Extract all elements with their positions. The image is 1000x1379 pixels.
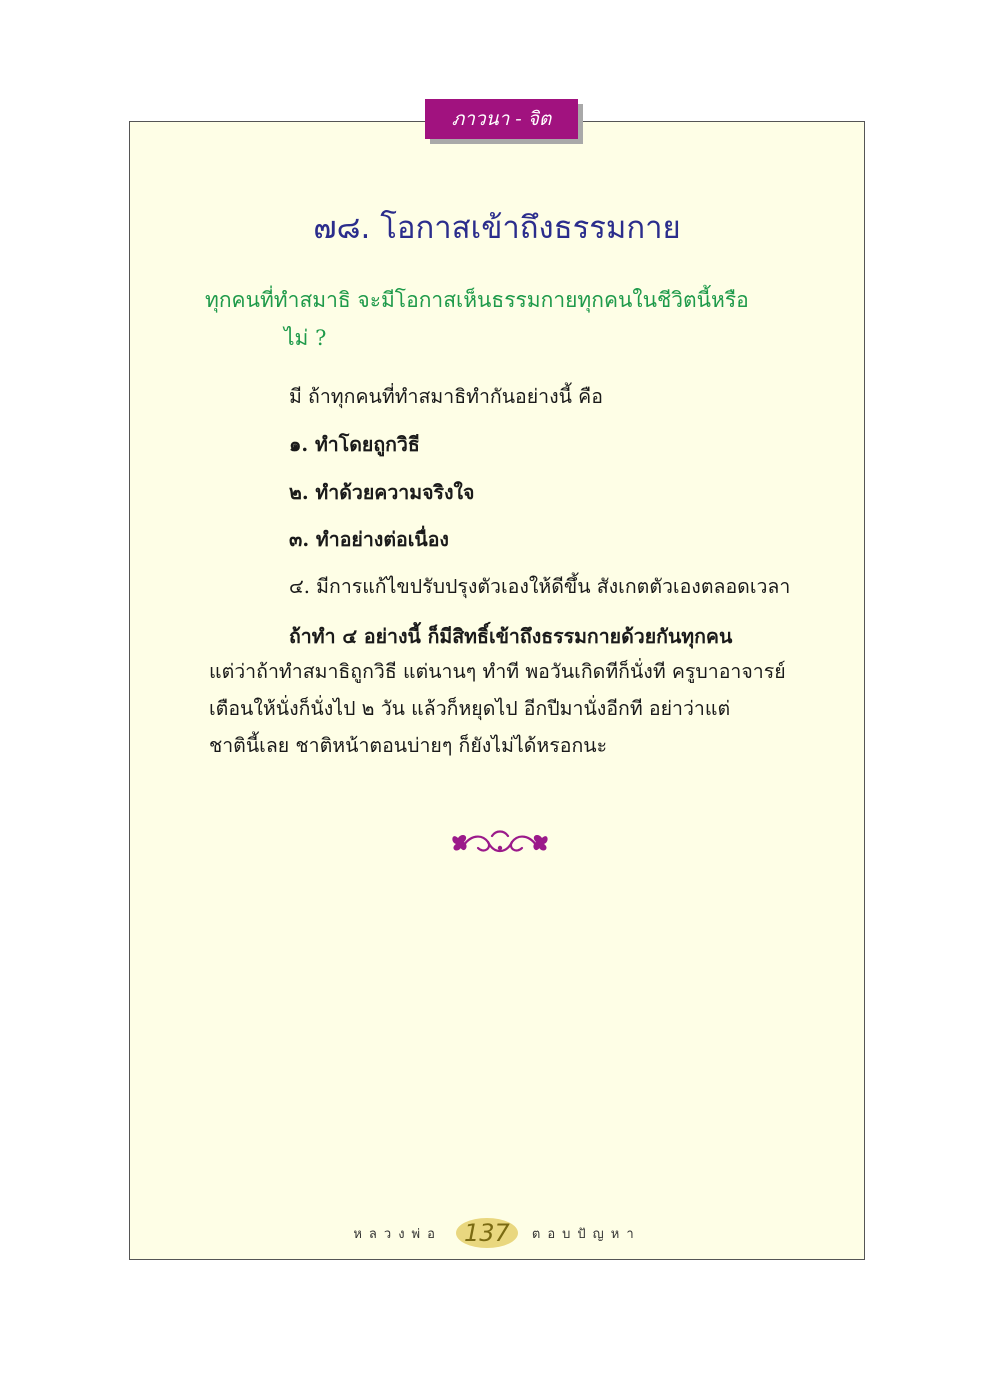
paragraph-line-3: เตือนให้นั่งก็นั่งไป ๒ วัน แล้วก็หยุดไป อีกปีมานั่งอีกที อย่าว่าแต่ [209, 697, 731, 720]
page-number: 137 [464, 1219, 510, 1247]
answer-intro: มี ถ้าทุกคนที่ทำสมาธิทำกันอย่างนี้ คือ [289, 385, 603, 408]
condition-3: ๓. ทำอย่างต่อเนื่อง [289, 528, 449, 551]
paragraph-line-4: ชาตินี้เลย ชาติหน้าตอนบ่ายๆ ก็ยังไม่ได้หรอกนะ [209, 734, 608, 757]
footer-book-title-right: ตอบปัญหา [531, 1226, 641, 1242]
condition-2: ๒. ทำด้วยความจริงใจ [289, 481, 475, 504]
paragraph-line-1: ถ้าทำ ๔ อย่างนี้ ก็มีสิทธิ์เข้าถึงธรรมกายด้วยกันทุกคน [289, 625, 733, 648]
chapter-title: ๗๘. โอกาสเข้าถึงธรรมกาย [313, 210, 681, 246]
condition-4: ๔. มีการแก้ไขปรับปรุงตัวเองให้ดีขึ้น สังเกตตัวเองตลอดเวลา [289, 575, 791, 598]
section-tab: ภาวนา - จิต [425, 99, 578, 139]
page-number-badge [456, 1218, 518, 1248]
page-footer [129, 1216, 865, 1250]
question-line-1: ทุกคนที่ทำสมาธิ จะมีโอกาสเห็นธรรมกายทุกคนในชีวิตนี้หรือ [205, 288, 749, 312]
footer-book-title-left: หลวงพ่อ [353, 1226, 442, 1242]
question [205, 281, 805, 357]
floral-divider-icon [448, 824, 552, 860]
question-line-2: ไม่ ? [284, 326, 327, 350]
condition-1: ๑. ทำโดยถูกวิธี [289, 433, 420, 456]
paragraph-line-2: แต่ว่าถ้าทำสมาธิถูกวิธี แต่นานๆ ทำที พอวันเกิดทีก็นั่งที ครูบาอาจารย์ [209, 660, 786, 683]
